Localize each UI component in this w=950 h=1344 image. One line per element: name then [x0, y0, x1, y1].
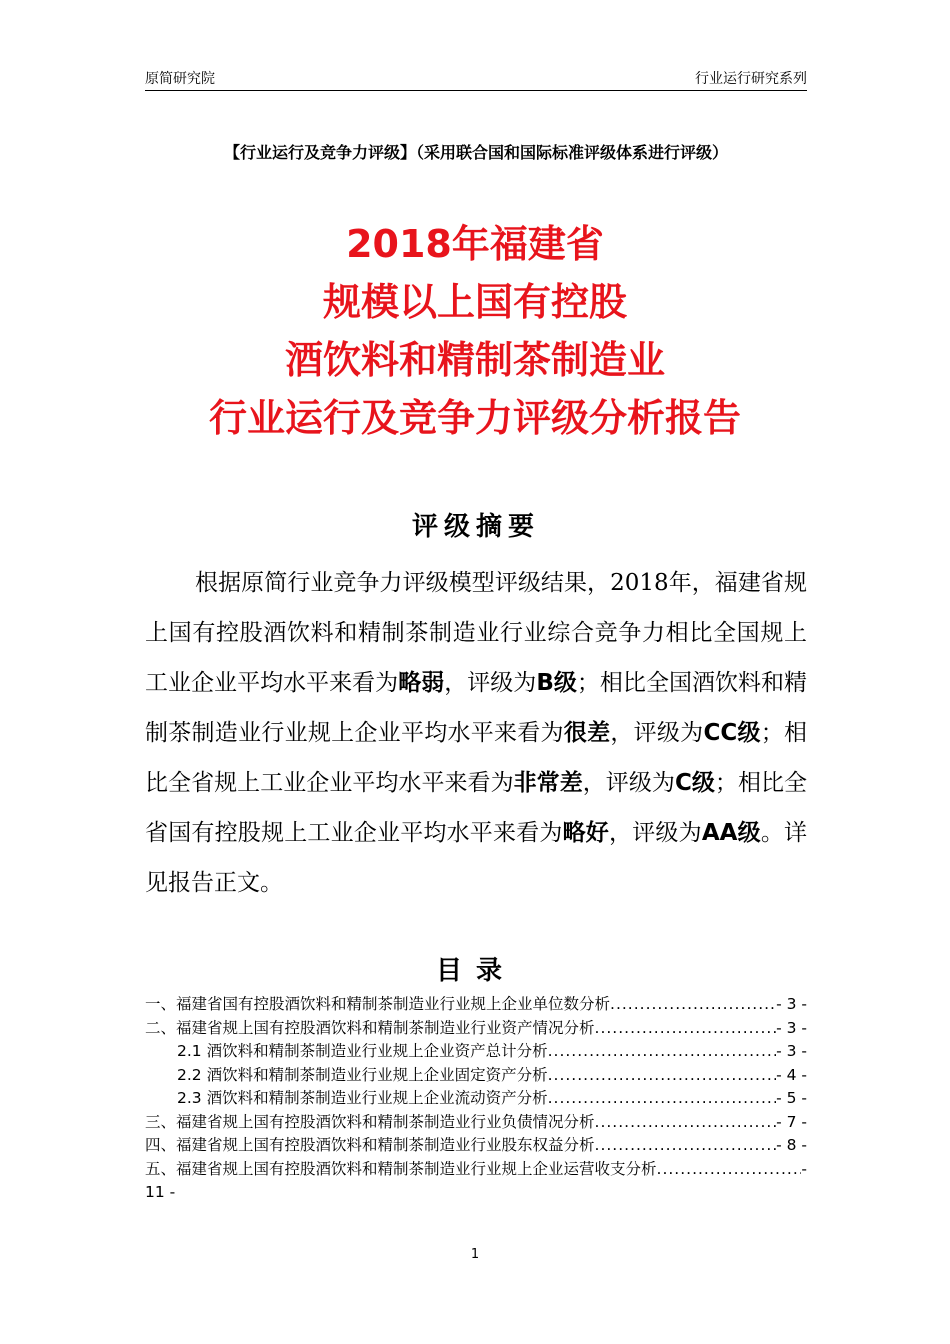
toc-item-title: 二、福建省规上国有控股酒饮料和精制茶制造业行业资产情况分析 — [145, 1018, 595, 1037]
summary-text: ；相比全省国有控股规上工业企业平均水平来看为 — [145, 770, 808, 846]
summary-paragraph — [145, 558, 807, 908]
toc-item-page: - 7 - — [776, 1112, 807, 1131]
toc-item-page: - — [801, 1159, 807, 1178]
toc-leader-dots — [548, 1087, 777, 1111]
toc-leader-dots — [548, 1064, 777, 1088]
summary-text: ，评级为 — [582, 770, 675, 796]
toc-item[interactable] — [145, 1134, 807, 1158]
summary-rating-grade: B级 — [536, 670, 577, 696]
toc-item-page: - 5 - — [776, 1089, 807, 1107]
toc-leader-dots — [548, 1040, 777, 1064]
toc-item-title: 2.1 酒饮料和精制茶制造业行业规上企业资产总计分析 — [177, 1042, 548, 1060]
toc-item-page: - 8 - — [776, 1136, 807, 1154]
toc-item[interactable] — [145, 1111, 807, 1135]
summary-rating-word: 略好 — [562, 820, 609, 846]
summary-text: 。详见报告正文。 — [145, 820, 808, 896]
toc-item-title: 五、福建省规上国有控股酒饮料和精制茶制造业行业规上企业运营收支分析 — [145, 1159, 657, 1178]
report-title — [100, 215, 850, 447]
toc-subitem[interactable] — [145, 1064, 807, 1088]
title-line-2: 规模以上国有控股 — [322, 280, 627, 324]
summary-text: ；相比全国酒饮料和精制茶制造业行业规上企业平均水平来看为 — [145, 670, 808, 746]
toc-leader-dots — [595, 1017, 777, 1041]
page-header — [145, 64, 807, 91]
toc-item[interactable] — [145, 993, 807, 1017]
toc-item-page: - 4 - — [776, 1065, 807, 1084]
page-number: 1 — [470, 1247, 480, 1262]
summary-text: ，评级为 — [609, 820, 702, 846]
toc-item-page-wrap: 11 - — [145, 1183, 176, 1201]
summary-text: ；相比全省规上工业企业平均水平来看为 — [145, 720, 808, 796]
tagline: 【行业运行及竞争力评级】（采用联合国和国际标准评级体系进行评级） — [223, 143, 728, 162]
toc-subitem[interactable] — [145, 1040, 807, 1064]
summary-text: ，评级为 — [444, 670, 537, 696]
toc-item-title: 一、福建省国有控股酒饮料和精制茶制造业行业规上企业单位数分析 — [145, 995, 611, 1013]
toc-item-page: - 3 - — [776, 995, 807, 1013]
toc-item-title: 2.2 酒饮料和精制茶制造业行业规上企业固定资产分析 — [177, 1065, 548, 1084]
toc-item-page: - 3 - — [776, 1018, 807, 1037]
summary-rating-word: 非常差 — [513, 770, 583, 796]
toc-item[interactable] — [145, 1158, 807, 1182]
toc-leader-dots — [610, 993, 776, 1017]
toc-leader-dots — [657, 1158, 802, 1182]
title-line-1: 2018年福建省 — [346, 222, 604, 266]
summary-text: 根据原简行业竞争力评级模型评级结果，2018年，福建省规上国有控股酒饮料和精制茶制造业行业综合竞争力相比全国规上工业企业平均水平来看为 — [145, 570, 807, 696]
toc-subitem[interactable] — [145, 1087, 807, 1111]
summary-rating-word: 很差 — [563, 720, 611, 746]
toc-item-title: 三、福建省规上国有控股酒饮料和精制茶制造业行业负债情况分析 — [145, 1112, 595, 1131]
toc-leader-dots — [595, 1111, 777, 1135]
summary-rating-word: 略弱 — [398, 670, 445, 696]
header-left: 原简研究院 — [145, 71, 215, 87]
summary-rating-grade: CC级 — [703, 720, 761, 746]
title-line-4: 行业运行及竞争力评级分析报告 — [208, 396, 741, 440]
toc-item-title: 四、福建省规上国有控股酒饮料和精制茶制造业行业股东权益分析 — [145, 1136, 595, 1154]
header-right: 行业运行研究系列 — [695, 71, 807, 87]
toc-item-title: 2.3 酒饮料和精制茶制造业行业规上企业流动资产分析 — [177, 1089, 548, 1107]
title-line-3: 酒饮料和精制茶制造业 — [284, 338, 665, 382]
toc-leader-dots — [595, 1134, 777, 1158]
summary-rating-grade: C级 — [674, 770, 715, 796]
toc-item-page: - 3 - — [776, 1042, 807, 1060]
summary-rating-grade: AA级 — [701, 820, 761, 846]
summary-heading: 评级摘要 — [411, 512, 540, 542]
summary-text: ，评级为 — [610, 720, 704, 746]
table-of-contents — [145, 993, 807, 1205]
toc-item[interactable] — [145, 1017, 807, 1041]
toc-heading: 目录 — [435, 956, 516, 986]
